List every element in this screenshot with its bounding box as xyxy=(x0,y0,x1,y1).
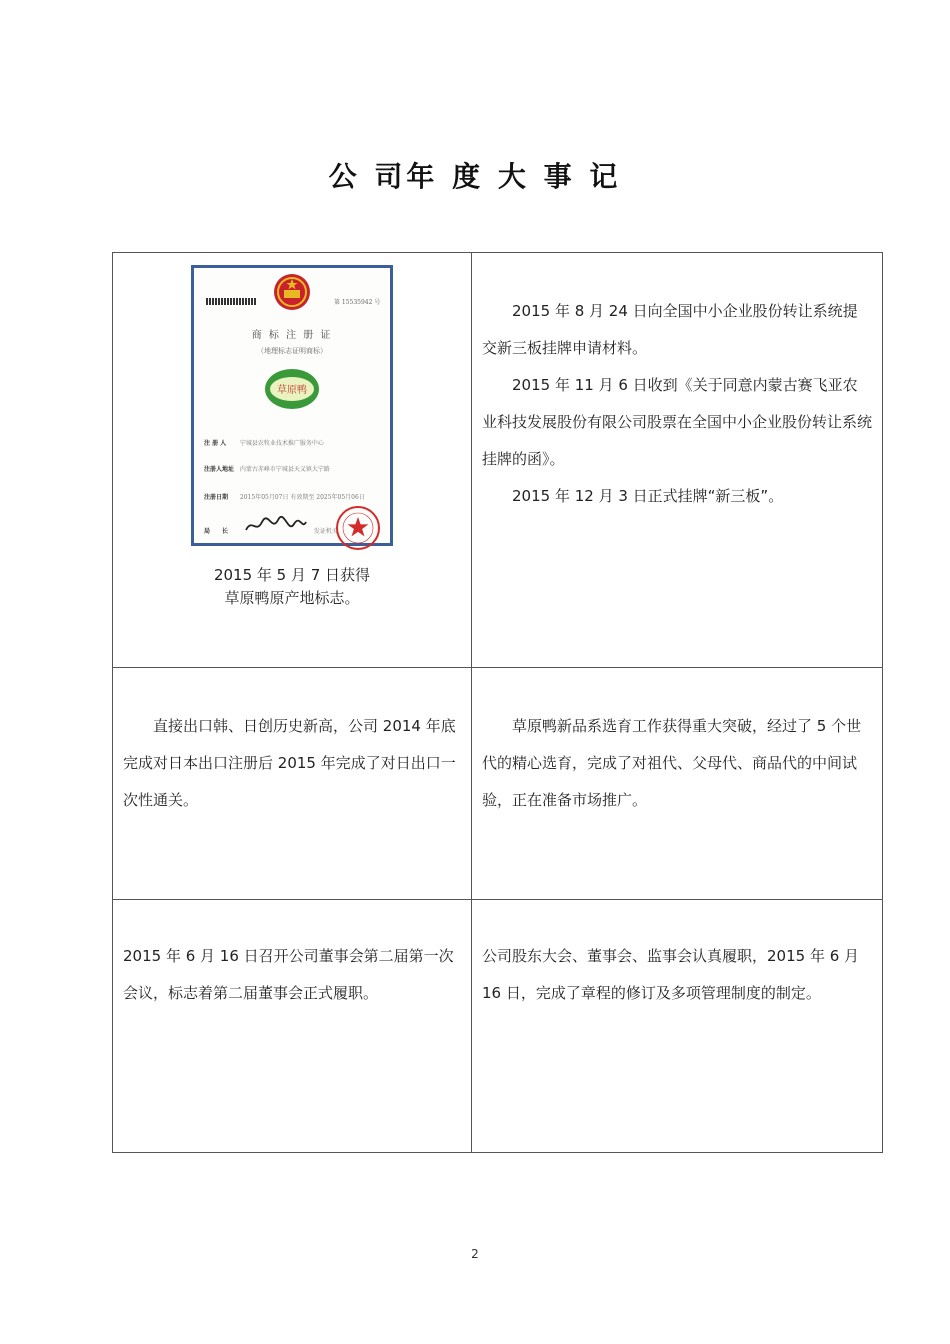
trademark-logo-text: 草原鸭 xyxy=(277,385,307,396)
national-emblem-icon xyxy=(272,272,312,312)
event-cell xyxy=(113,668,472,900)
caption-line: 草原鸭原产地标志。 xyxy=(224,589,360,607)
official-seal-icon xyxy=(334,504,382,552)
event-text: 2015 年 6 月 16 日召开公司董事会第二届第一次会议，标志着第二届董事会正式履职。 xyxy=(123,947,454,1002)
table-row xyxy=(113,253,883,668)
cert-field-value: 宁城县农牧业技术推广服务中心 xyxy=(239,440,324,447)
certificate-title: 商 标 注 册 证 xyxy=(251,330,333,341)
certificate-cell xyxy=(113,253,472,668)
cert-field xyxy=(204,492,380,501)
event-text: 公司股东大会、董事会、监事会认真履职，2015 年 6 月 16 日，完成了章程的修订及多项管理制度的制定。 xyxy=(482,947,860,1002)
cert-field xyxy=(204,464,380,473)
event-text: 直接出口韩、日创历史新高，公司 2014 年底完成对日本出口注册后 2015 年完成了对日出口一次性通关。 xyxy=(123,717,456,809)
cert-field xyxy=(204,438,380,447)
trademark-certificate-image xyxy=(191,265,393,546)
table-row xyxy=(113,900,883,1153)
cert-field-label: 注册日期 xyxy=(204,494,229,501)
cert-field-label: 注册人地址 xyxy=(204,466,235,473)
caption-line: 2015 年 5 月 7 日获得 xyxy=(213,566,371,584)
certificate-subtitle: （地理标志证明商标） xyxy=(257,347,327,355)
event-cell xyxy=(472,668,883,900)
event-text: 草原鸭新品系选育工作获得重大突破，经过了 5 个世代的精心选育，完成了对祖代、父母代、商品代的中间试验，正在准备市场推广。 xyxy=(482,717,862,809)
cert-field-label: 局 长 xyxy=(204,528,229,535)
table-row xyxy=(113,668,883,900)
event-text: 2015 年 8 月 24 日向全国中小企业股份转让系统提交新三板挂牌申请材料。 xyxy=(482,302,858,357)
event-text: 2015 年 12 月 3 日正式挂牌“新三板”。 xyxy=(512,487,784,505)
barcode xyxy=(206,298,256,305)
event-cell xyxy=(472,900,883,1153)
certificate-number: 第 15535942 号 xyxy=(334,299,381,306)
events-table xyxy=(112,252,883,1153)
cert-field-value: 发证机关 xyxy=(313,528,338,535)
event-cell xyxy=(472,253,883,668)
event-text: 2015 年 11 月 6 日收到《关于同意内蒙古赛飞亚农业科技发展股份有限公司股票在全国中小企业股份转让系统挂牌的函》。 xyxy=(482,376,873,468)
page-number: 2 xyxy=(471,1247,479,1261)
cert-field-value: 内蒙古赤峰市宁城县天义镇大宁路 xyxy=(239,466,330,473)
page-title: 公 司年 度 大 事 记 xyxy=(328,160,622,193)
certificate-caption xyxy=(123,564,461,610)
trademark-logo xyxy=(264,368,320,410)
event-cell xyxy=(113,900,472,1153)
cert-field-value: 2015年05月07日 有效期至 2025年05月06日 xyxy=(239,494,365,501)
cert-field-label: 注 册 人 xyxy=(204,440,227,447)
signature-image xyxy=(244,516,308,536)
